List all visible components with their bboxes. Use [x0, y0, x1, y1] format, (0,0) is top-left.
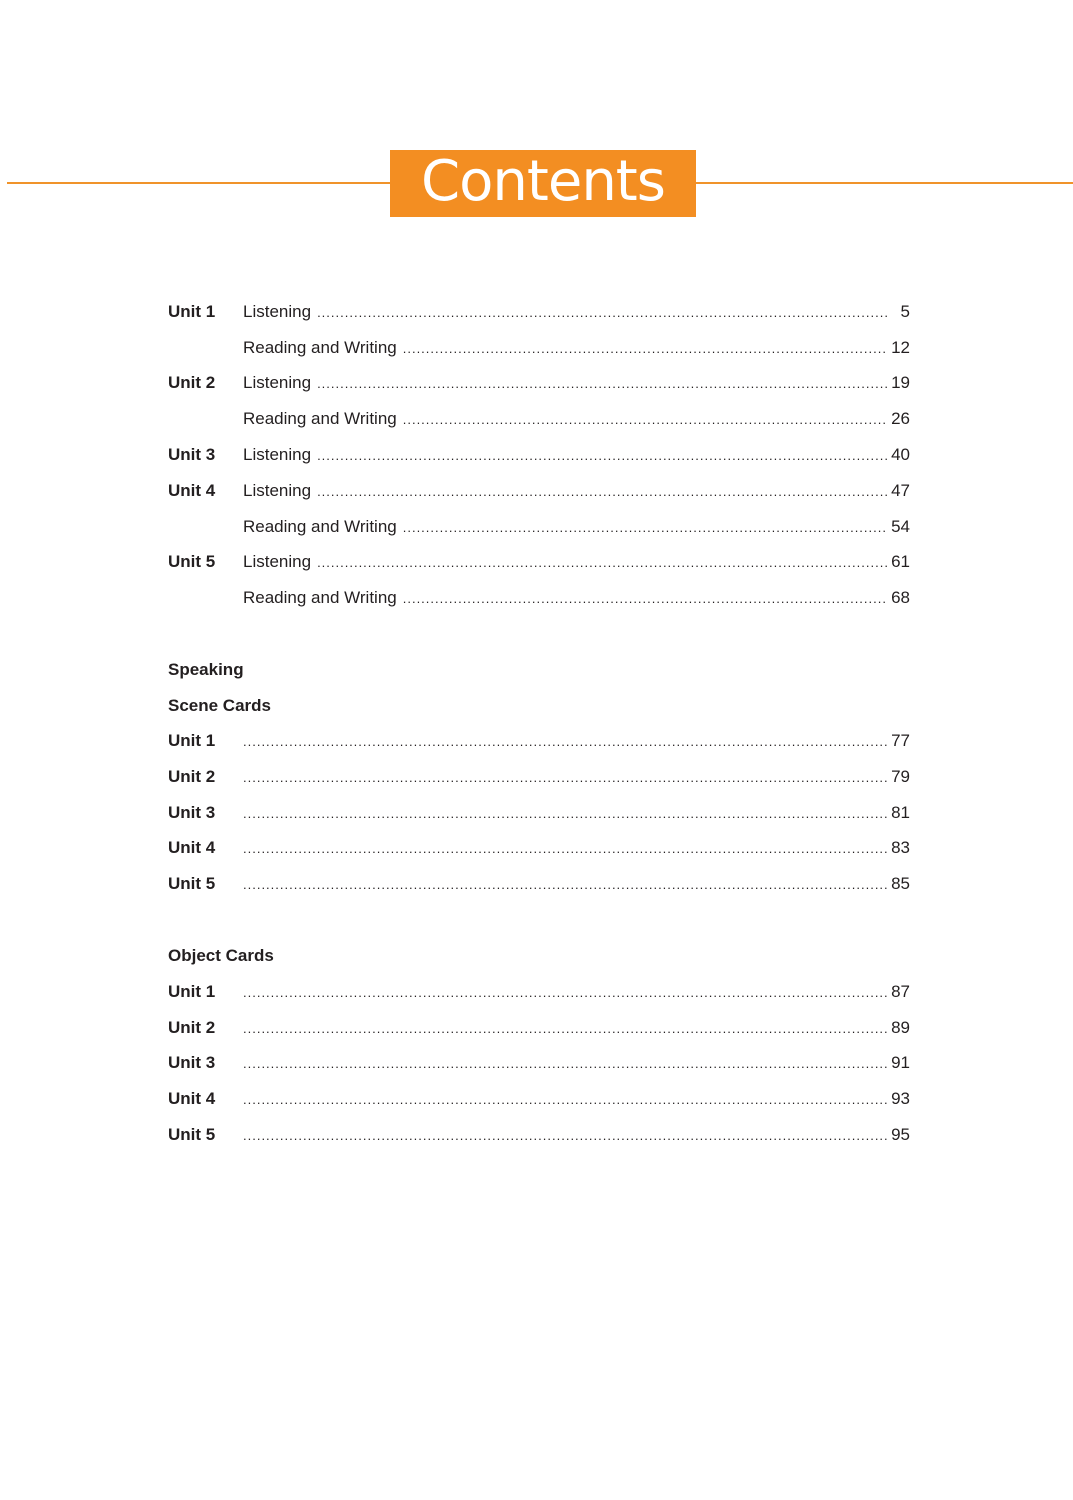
toc-entry[interactable] [168, 583, 910, 613]
page-number: 81 [891, 803, 910, 822]
leader-dots [243, 1121, 887, 1151]
entry-label: Reading and Writing [243, 409, 397, 428]
unit-label: Unit 3 [168, 1053, 216, 1072]
toc-entry[interactable] [168, 1084, 910, 1114]
unit-label: Unit 2 [168, 767, 216, 786]
leader-dots [403, 584, 887, 614]
toc-entry[interactable] [168, 762, 910, 792]
leader-dots [243, 978, 887, 1008]
section-heading-object-cards: Object Cards [168, 946, 274, 965]
leader-dots [243, 834, 887, 864]
unit-label: Unit 4 [168, 1089, 216, 1108]
toc-entry[interactable] [168, 512, 910, 542]
unit-label: Unit 1 [168, 731, 216, 750]
toc-entry[interactable] [168, 833, 910, 863]
entry-label: Reading and Writing [243, 588, 397, 607]
unit-label: Unit 1 [168, 302, 216, 321]
page-number: 26 [891, 409, 910, 428]
toc-entry[interactable] [168, 1048, 910, 1078]
page-number: 68 [891, 588, 910, 607]
toc-entry[interactable] [168, 476, 910, 506]
leader-dots [403, 513, 887, 543]
toc-entry[interactable] [168, 333, 910, 363]
entry-label: Listening [243, 445, 312, 464]
page-number: 40 [891, 445, 910, 464]
toc-entry[interactable] [168, 1120, 910, 1150]
leader-dots [403, 405, 887, 435]
unit-label: Unit 3 [168, 445, 216, 464]
toc-entry[interactable] [168, 368, 910, 398]
page-number: 91 [891, 1053, 910, 1072]
page-number: 19 [891, 373, 910, 392]
unit-label: Unit 1 [168, 982, 216, 1001]
unit-label: Unit 2 [168, 373, 216, 392]
leader-dots [243, 799, 887, 829]
page-number: 77 [891, 731, 910, 750]
toc-entry[interactable] [168, 297, 910, 327]
unit-label: Unit 5 [168, 874, 216, 893]
page-number: 95 [891, 1125, 910, 1144]
page-number: 89 [891, 1018, 910, 1037]
toc-entry[interactable] [168, 726, 910, 756]
page-number: 61 [891, 552, 910, 571]
unit-label: Unit 2 [168, 1018, 216, 1037]
leader-dots [317, 298, 888, 328]
toc-entry[interactable] [168, 404, 910, 434]
page-number: 54 [891, 517, 910, 536]
toc-entry[interactable] [168, 977, 910, 1007]
entry-label: Reading and Writing [243, 517, 397, 536]
leader-dots [243, 1085, 887, 1115]
leader-dots [243, 870, 887, 900]
page-number: 47 [891, 481, 910, 500]
page-number: 93 [891, 1089, 910, 1108]
leader-dots [243, 727, 887, 757]
toc-entry[interactable] [168, 1013, 910, 1043]
unit-label: Unit 5 [168, 552, 216, 571]
entry-label: Listening [243, 302, 312, 321]
leader-dots [317, 369, 887, 399]
page-number: 85 [891, 874, 910, 893]
leader-dots [317, 548, 887, 578]
toc-entry[interactable] [168, 798, 910, 828]
toc-entry[interactable] [168, 547, 910, 577]
page-number: 12 [891, 338, 910, 357]
leader-dots [243, 1014, 887, 1044]
entry-label: Listening [243, 552, 312, 571]
page-number: 87 [891, 982, 910, 1001]
entry-label: Reading and Writing [243, 338, 397, 357]
leader-dots [403, 334, 887, 364]
page-number: 79 [891, 767, 910, 786]
unit-label: Unit 3 [168, 803, 216, 822]
section-heading-scene-cards: Scene Cards [168, 696, 271, 715]
leader-dots [243, 763, 887, 793]
toc-entry[interactable] [168, 440, 910, 470]
leader-dots [317, 441, 887, 471]
unit-label: Unit 5 [168, 1125, 216, 1144]
leader-dots [317, 477, 887, 507]
section-heading-speaking: Speaking [168, 660, 244, 679]
page-number: 83 [891, 838, 910, 857]
entry-label: Listening [243, 481, 312, 500]
toc-entry[interactable] [168, 869, 910, 899]
unit-label: Unit 4 [168, 481, 216, 500]
leader-dots [243, 1049, 887, 1079]
unit-label: Unit 4 [168, 838, 216, 857]
page-number: 5 [900, 302, 910, 321]
page-title: Contents [390, 150, 696, 217]
entry-label: Listening [243, 373, 312, 392]
